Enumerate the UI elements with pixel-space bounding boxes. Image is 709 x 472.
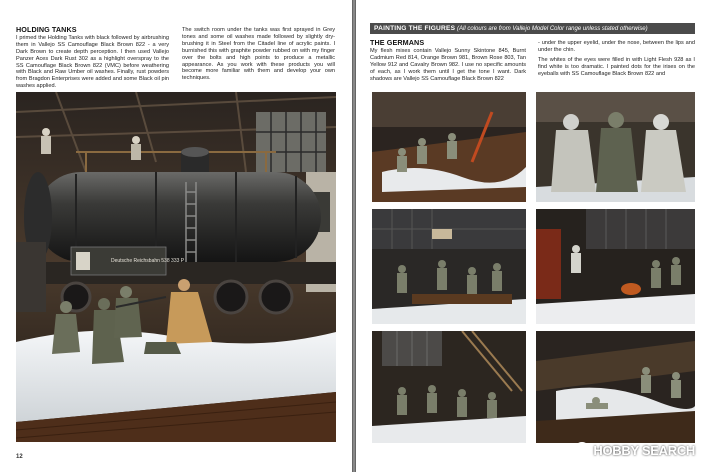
photo-1-illustration — [372, 92, 526, 202]
left-page — [0, 0, 352, 472]
hobby-search-logo-icon — [574, 442, 590, 458]
section-heading-germans: THE GERMANS — [370, 38, 425, 47]
holding-tanks-paragraph: I primed the Holding Tanks with black followed by airbrushing them in Vallejo SS Camouflage Black Brown 822 - a very Dark Brown to create depth perception. I then used Vallejo Panzer Aces Dark Rust 302 as a highlight overspray to the SS Camouflage Black Brown 822 (VMC) before weathering with Black and Raw Umber oil washes. Finally, rust powders from Bragdon Enterprises were added and some Black oil pin washes applied. — [16, 34, 169, 90]
watermark-text: HOBBY SEARCH — [593, 442, 695, 458]
right-text-column-1 — [370, 40, 526, 85]
tank-diorama-photo — [16, 92, 336, 442]
banner-subtitle: (All colours are from Vallejo Model Color range unless stated otherwise) — [457, 26, 648, 32]
left-text-column-1 — [16, 27, 169, 93]
photo-5-illustration — [372, 331, 526, 443]
photo-3-illustration — [372, 209, 526, 324]
section-heading-holding-tanks: HOLDING TANKS — [16, 25, 77, 34]
wagon-sign-text: Deutsche Reichsbahn 538 333 P — [111, 258, 185, 264]
figure-photo-1 — [372, 92, 526, 202]
shadow-paragraph: - under the upper eyelid, under the nose, between the lips and under the chin. — [538, 40, 695, 53]
figure-photo-5 — [372, 331, 526, 443]
figure-photo-3 — [372, 209, 526, 324]
tank-diorama-illustration — [16, 92, 336, 442]
eyes-paragraph: The whites of the eyes were filled in with Light Flesh 928 as I find white is too dramatic. I painted dots for the irises on the eyeballs with SS Camouflage Black Brown 822 and — [538, 56, 695, 77]
left-text-column-2 — [182, 27, 335, 85]
banner-title: PAINTING THE FIGURES — [374, 25, 456, 32]
figure-photo-2 — [536, 92, 695, 202]
photo-2-illustration — [536, 92, 695, 202]
photo-6-illustration — [536, 331, 695, 443]
right-text-column-2 — [538, 40, 695, 81]
flesh-mix-paragraph: My flesh mixes contain Vallejo Sunny Skintone 845, Burnt Cadmium Red 814, Orange Brown 981, Brown Rose 803, Tan Yellow 912 and Cavalry Brown 982. I use no specific amounts of each, as I work them until I get the tone I want. Dark shadows are Vallejo SS Camouflage Black Brown 822 — [370, 47, 526, 82]
hobby-search-watermark — [574, 442, 695, 458]
figure-photo-6 — [536, 331, 695, 443]
figure-photo-4 — [536, 209, 695, 324]
page-number: 12 — [16, 454, 23, 460]
right-page — [356, 0, 709, 472]
photo-4-illustration — [536, 209, 695, 324]
section-banner — [370, 23, 695, 34]
switch-room-paragraph: The switch room under the tanks was first sprayed in Grey tones and some oil washes made followed by slightly dry-brushing it in Steel from the Citadel line of acrylic paints. I burnished this with graphite powder rubbed on with my finger over the bolts and high points to produce a metallic appearance. As you work with these products you will become more familiar with them and develop your own techniques. — [182, 27, 335, 82]
